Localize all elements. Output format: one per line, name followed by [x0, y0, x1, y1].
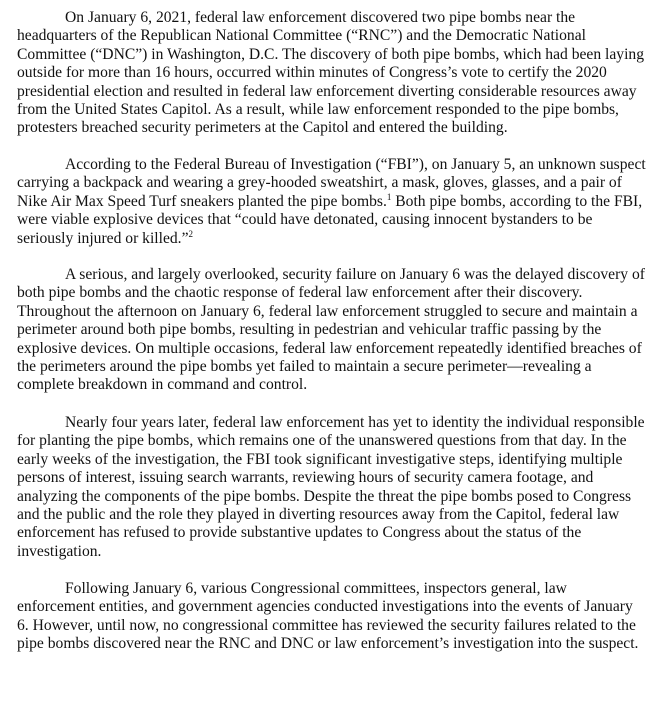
paragraph-security-failure: A serious, and largely overlooked, security failure on January 6 was the delayed discovery of both pipe bombs and the chaotic response of federal law enforcement after their discovery. Throughout the afternoon on January 6, federal law enforcement struggled to secure and maintain a perimeter around both pipe bombs, resulting in pedestrian and vehicular traffic passing by the explosive devices. On multiple occasions, federal law enforcement repeatedly identified breaches of the perimeters around the pipe bombs yet failed to maintain a secure perimeter—revealing a complete breakdown in command and control.: [17, 266, 645, 394]
footnote-marker-1[interactable]: 1: [386, 191, 392, 202]
footnote-marker-2[interactable]: 2: [188, 228, 193, 239]
paragraph-fbi-suspect-description: [17, 156, 647, 248]
paragraph-investigation-status: Nearly four years later, federal law enforcement has yet to identity the individual responsible for planting the pipe bombs, which remains one of the unanswered questions from that day. In the early weeks of the investigation, the FBI took significant investigative steps, identifying multiple persons of interest, issuing search warrants, reviewing hours of security camera footage, and analyzing the components of the pipe bombs. Despite the threat the pipe bombs posed to Congress and the public and the role they played in diverting resources away from the Capitol, federal law enforcement has refused to provide substantive updates to Congress about the status of the investigation.: [17, 414, 645, 560]
paragraph-text-part-2: Both pipe bombs, according to the FBI, were viable explosive devices that “could have detonated, causing innocent bystanders to be seriously injured or killed.”: [17, 192, 643, 247]
paragraph-pipe-bomb-discovery: On January 6, 2021, federal law enforcement discovered two pipe bombs near the headquarters of the Republican National Committee (“RNC”) and the Democratic National Committee (“DNC”) in Washington, D.C. The discovery of both pipe bombs, which had been laying outside for more than 16 hours, occurred within minutes of Congress’s vote to certify the 2020 presidential election and resulted in federal law enforcement diverting considerable resources away from the United States Capitol. As a result, while law enforcement responded to the pipe bombs, protesters breached security perimeters at the Capitol and entered the building.: [17, 9, 645, 137]
paragraph-text-part-1: According to the Federal Bureau of Investigation (“FBI”), on January 5, an unknown suspect carrying a backpack and wearing a grey-hooded sweatshirt, a mask, gloves, glasses, and a pair of Nike Air Max Speed Turf sneakers planted the pipe bombs.: [17, 156, 646, 210]
paragraph-prior-investigations: Following January 6, various Congressional committees, inspectors general, law enforcement entities, and government agencies conducted investigations into the events of January 6. However, until now, no congressional committee has reviewed the security failures related to the pipe bombs discovered near the RNC and DNC or law enforcement’s investigation into the suspect.: [17, 580, 639, 653]
